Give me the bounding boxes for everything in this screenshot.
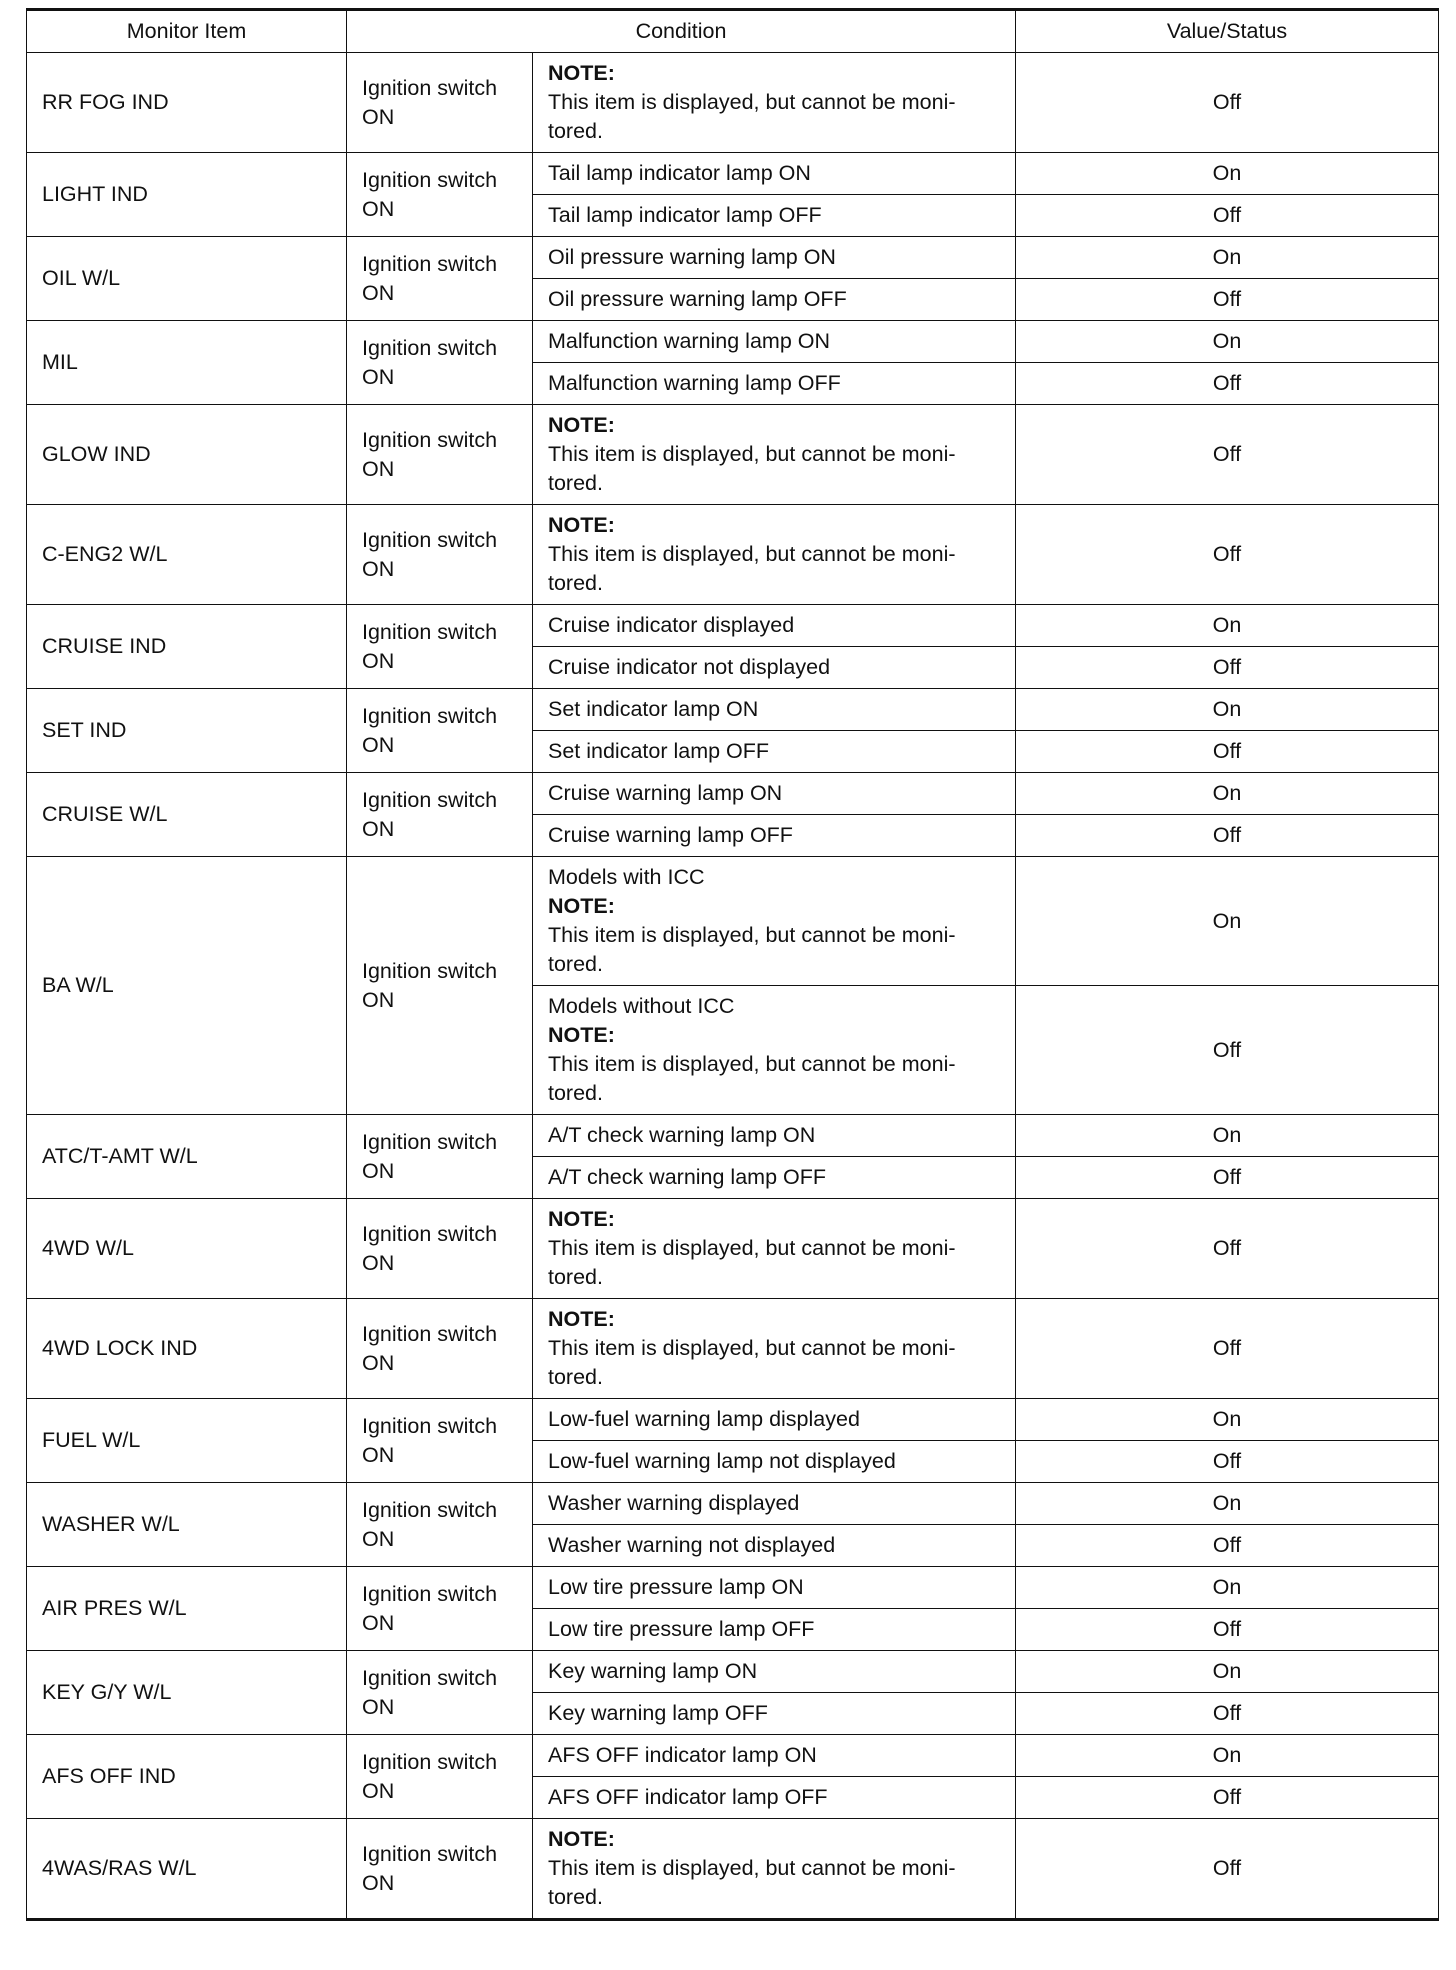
table-row	[27, 689, 1439, 731]
condition-detail-cell	[533, 986, 1016, 1115]
note-text-line: This item is displayed, but cannot be moni-	[548, 442, 956, 466]
condition-line: Ignition switch	[362, 1841, 498, 1866]
value-status-cell: Off	[1016, 815, 1439, 857]
condition-detail-cell	[533, 53, 1016, 153]
note-text-line: tored.	[548, 1885, 603, 1909]
condition-line: ON	[362, 1158, 395, 1183]
table-row	[27, 153, 1439, 195]
condition-cell	[347, 1819, 533, 1920]
note-text-line: This item is displayed, but cannot be moni-	[548, 542, 956, 566]
condition-detail-cell: Tail lamp indicator lamp ON	[533, 153, 1016, 195]
condition-detail-cell: Washer warning not displayed	[533, 1525, 1016, 1567]
condition-line: ON	[362, 1610, 395, 1635]
note-text-line: tored.	[548, 119, 603, 143]
monitor-item-cell: MIL	[27, 321, 347, 405]
table-row	[27, 321, 1439, 363]
table-row	[27, 1299, 1439, 1399]
table-row	[27, 405, 1439, 505]
value-status-cell: Off	[1016, 1157, 1439, 1199]
condition-detail-cell: Low-fuel warning lamp not displayed	[533, 1441, 1016, 1483]
condition-cell	[347, 689, 533, 773]
monitor-item-cell: GLOW IND	[27, 405, 347, 505]
condition-detail-cell: Low tire pressure lamp ON	[533, 1567, 1016, 1609]
condition-line: ON	[362, 1694, 395, 1719]
condition-cell	[347, 1115, 533, 1199]
condition-detail-cell	[533, 1299, 1016, 1399]
condition-line: ON	[362, 648, 395, 673]
value-status-cell: Off	[1016, 986, 1439, 1115]
condition-line: Ignition switch	[362, 703, 498, 728]
condition-cell	[347, 153, 533, 237]
condition-detail-cell: Low tire pressure lamp OFF	[533, 1609, 1016, 1651]
condition-line: Ignition switch	[362, 1129, 498, 1154]
condition-cell	[347, 53, 533, 153]
condition-detail-cell: Tail lamp indicator lamp OFF	[533, 195, 1016, 237]
table-row	[27, 773, 1439, 815]
table-row	[27, 505, 1439, 605]
table-row	[27, 1819, 1439, 1920]
condition-cell	[347, 1199, 533, 1299]
note-text-line: tored.	[548, 1365, 603, 1389]
table-body	[27, 53, 1439, 1920]
condition-cell	[347, 1399, 533, 1483]
monitor-item-cell: C-ENG2 W/L	[27, 505, 347, 605]
condition-detail-cell: Malfunction warning lamp ON	[533, 321, 1016, 363]
condition-detail-cell: Oil pressure warning lamp ON	[533, 237, 1016, 279]
table-row	[27, 53, 1439, 153]
condition-detail-cell: AFS OFF indicator lamp ON	[533, 1735, 1016, 1777]
condition-line: Ignition switch	[362, 1221, 498, 1246]
condition-cell	[347, 237, 533, 321]
note-label: NOTE:	[548, 1023, 615, 1047]
condition-line: ON	[362, 556, 395, 581]
note-label: NOTE:	[548, 894, 615, 918]
condition-line: ON	[362, 364, 395, 389]
condition-line: Ignition switch	[362, 1665, 498, 1690]
condition-line: Ignition switch	[362, 75, 498, 100]
condition-line: Ignition switch	[362, 527, 498, 552]
detail-lead: Models with ICC	[548, 865, 705, 889]
condition-detail-cell: Oil pressure warning lamp OFF	[533, 279, 1016, 321]
value-status-cell: On	[1016, 1483, 1439, 1525]
value-status-cell: On	[1016, 153, 1439, 195]
value-status-cell: Off	[1016, 731, 1439, 773]
condition-detail-cell	[533, 857, 1016, 986]
value-status-cell: Off	[1016, 1777, 1439, 1819]
condition-detail-cell: A/T check warning lamp OFF	[533, 1157, 1016, 1199]
condition-line: ON	[362, 1350, 395, 1375]
monitor-item-cell: ATC/T-AMT W/L	[27, 1115, 347, 1199]
value-status-cell: On	[1016, 689, 1439, 731]
note-label: NOTE:	[548, 61, 615, 85]
monitor-item-cell: AFS OFF IND	[27, 1735, 347, 1819]
table-row	[27, 1483, 1439, 1525]
value-status-cell: Off	[1016, 279, 1439, 321]
condition-detail-cell: Cruise warning lamp ON	[533, 773, 1016, 815]
condition-detail-cell	[533, 1199, 1016, 1299]
table-row	[27, 605, 1439, 647]
monitor-item-cell: RR FOG IND	[27, 53, 347, 153]
note-text-line: This item is displayed, but cannot be moni-	[548, 923, 956, 947]
condition-line: Ignition switch	[362, 1581, 498, 1606]
note-label: NOTE:	[548, 1827, 615, 1851]
monitor-item-cell: BA W/L	[27, 857, 347, 1115]
note-text-line: This item is displayed, but cannot be moni-	[548, 1856, 956, 1880]
note-text-line: This item is displayed, but cannot be moni-	[548, 1236, 956, 1260]
monitor-item-cell: LIGHT IND	[27, 153, 347, 237]
value-status-cell: Off	[1016, 405, 1439, 505]
monitor-item-cell: 4WAS/RAS W/L	[27, 1819, 347, 1920]
value-status-cell: Off	[1016, 1199, 1439, 1299]
condition-line: Ignition switch	[362, 1497, 498, 1522]
value-status-cell: Off	[1016, 53, 1439, 153]
condition-line: ON	[362, 280, 395, 305]
note-label: NOTE:	[548, 413, 615, 437]
value-status-cell: On	[1016, 237, 1439, 279]
note-text-line: tored.	[548, 471, 603, 495]
monitor-item-cell: KEY G/Y W/L	[27, 1651, 347, 1735]
table-row	[27, 1399, 1439, 1441]
condition-detail-cell	[533, 1819, 1016, 1920]
condition-line: Ignition switch	[362, 619, 498, 644]
condition-line: Ignition switch	[362, 251, 498, 276]
condition-cell	[347, 1651, 533, 1735]
monitor-item-table	[26, 8, 1439, 1921]
table-row	[27, 1115, 1439, 1157]
condition-line: ON	[362, 196, 395, 221]
condition-line: Ignition switch	[362, 787, 498, 812]
value-status-cell: On	[1016, 1399, 1439, 1441]
condition-line: ON	[362, 104, 395, 129]
monitor-item-cell: 4WD LOCK IND	[27, 1299, 347, 1399]
note-label: NOTE:	[548, 1207, 615, 1231]
note-label: NOTE:	[548, 513, 615, 537]
table-row	[27, 857, 1439, 986]
condition-detail-cell: Cruise warning lamp OFF	[533, 815, 1016, 857]
value-status-cell: On	[1016, 1651, 1439, 1693]
condition-cell	[347, 1299, 533, 1399]
monitor-item-cell: AIR PRES W/L	[27, 1567, 347, 1651]
condition-cell	[347, 321, 533, 405]
header-monitor-item: Monitor Item	[27, 10, 347, 53]
value-status-cell: Off	[1016, 1819, 1439, 1920]
value-status-cell: Off	[1016, 195, 1439, 237]
detail-lead: Models without ICC	[548, 994, 735, 1018]
note-text-line: tored.	[548, 1081, 603, 1105]
monitor-item-cell: 4WD W/L	[27, 1199, 347, 1299]
value-status-cell: On	[1016, 1115, 1439, 1157]
note-text-line: tored.	[548, 1265, 603, 1289]
value-status-cell: Off	[1016, 505, 1439, 605]
condition-cell	[347, 605, 533, 689]
monitor-item-cell: CRUISE W/L	[27, 773, 347, 857]
condition-detail-cell: Low-fuel warning lamp displayed	[533, 1399, 1016, 1441]
condition-line: ON	[362, 1442, 395, 1467]
condition-line: ON	[362, 1526, 395, 1551]
header-value-status: Value/Status	[1016, 10, 1439, 53]
table-header-row	[27, 10, 1439, 53]
condition-detail-cell	[533, 505, 1016, 605]
note-text-line: This item is displayed, but cannot be moni-	[548, 90, 956, 114]
condition-line: Ignition switch	[362, 167, 498, 192]
condition-detail-cell: Washer warning displayed	[533, 1483, 1016, 1525]
condition-line: Ignition switch	[362, 427, 498, 452]
value-status-cell: Off	[1016, 647, 1439, 689]
condition-line: Ignition switch	[362, 1749, 498, 1774]
condition-line: Ignition switch	[362, 335, 498, 360]
value-status-cell: On	[1016, 605, 1439, 647]
condition-detail-cell: AFS OFF indicator lamp OFF	[533, 1777, 1016, 1819]
condition-line: Ignition switch	[362, 958, 498, 983]
condition-detail-cell: Set indicator lamp ON	[533, 689, 1016, 731]
note-label: NOTE:	[548, 1307, 615, 1331]
condition-line: ON	[362, 816, 395, 841]
note-text-line: This item is displayed, but cannot be moni-	[548, 1336, 956, 1360]
value-status-cell: Off	[1016, 1609, 1439, 1651]
condition-cell	[347, 857, 533, 1115]
condition-line: ON	[362, 1778, 395, 1803]
condition-cell	[347, 1483, 533, 1567]
monitor-item-cell: FUEL W/L	[27, 1399, 347, 1483]
condition-cell	[347, 405, 533, 505]
condition-cell	[347, 773, 533, 857]
condition-detail-cell: Cruise indicator displayed	[533, 605, 1016, 647]
monitor-item-cell: SET IND	[27, 689, 347, 773]
value-status-cell: Off	[1016, 1525, 1439, 1567]
condition-detail-cell: A/T check warning lamp ON	[533, 1115, 1016, 1157]
monitor-item-cell: OIL W/L	[27, 237, 347, 321]
condition-line: ON	[362, 987, 395, 1012]
condition-detail-cell: Key warning lamp OFF	[533, 1693, 1016, 1735]
value-status-cell: On	[1016, 1735, 1439, 1777]
value-status-cell: Off	[1016, 1441, 1439, 1483]
table-row	[27, 1567, 1439, 1609]
condition-cell	[347, 1567, 533, 1651]
condition-detail-cell: Malfunction warning lamp OFF	[533, 363, 1016, 405]
monitor-item-cell: CRUISE IND	[27, 605, 347, 689]
condition-detail-cell: Cruise indicator not displayed	[533, 647, 1016, 689]
table-row	[27, 1735, 1439, 1777]
table-row	[27, 237, 1439, 279]
value-status-cell: On	[1016, 773, 1439, 815]
table-row	[27, 1199, 1439, 1299]
monitor-item-cell: WASHER W/L	[27, 1483, 347, 1567]
condition-cell	[347, 1735, 533, 1819]
condition-line: ON	[362, 1870, 395, 1895]
value-status-cell: On	[1016, 857, 1439, 986]
condition-detail-cell: Set indicator lamp OFF	[533, 731, 1016, 773]
value-status-cell: On	[1016, 1567, 1439, 1609]
condition-detail-cell	[533, 405, 1016, 505]
condition-line: ON	[362, 732, 395, 757]
value-status-cell: On	[1016, 321, 1439, 363]
condition-line: Ignition switch	[362, 1321, 498, 1346]
value-status-cell: Off	[1016, 1693, 1439, 1735]
note-text-line: This item is displayed, but cannot be moni-	[548, 1052, 956, 1076]
condition-line: ON	[362, 1250, 395, 1275]
condition-line: Ignition switch	[362, 1413, 498, 1438]
table-row	[27, 1651, 1439, 1693]
condition-cell	[347, 505, 533, 605]
header-condition: Condition	[347, 10, 1016, 53]
value-status-cell: Off	[1016, 1299, 1439, 1399]
condition-line: ON	[362, 456, 395, 481]
value-status-cell: Off	[1016, 363, 1439, 405]
note-text-line: tored.	[548, 571, 603, 595]
condition-detail-cell: Key warning lamp ON	[533, 1651, 1016, 1693]
note-text-line: tored.	[548, 952, 603, 976]
